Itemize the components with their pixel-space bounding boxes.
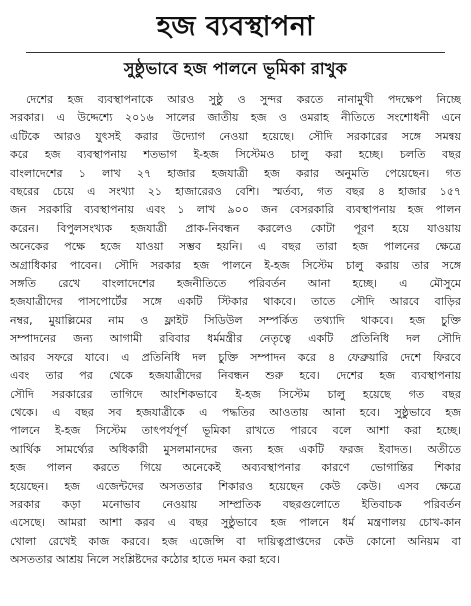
headline-divider bbox=[26, 52, 445, 53]
body-line: হয়েছেন। হজ এজেন্টদের অসততার শিকারও হয়েছেন কেউ কেউ। এসব ক্ষেত্রে bbox=[10, 479, 461, 493]
article-headline: হজ ব্যবস্থাপনা bbox=[156, 11, 315, 42]
body-line: দেশের হজ ব্যবস্থাপনাকে আরও সুষ্ঠু ও সুন্দর করতে নানামুখী পদক্ষেপ নিচ্ছে bbox=[26, 93, 461, 106]
body-line: পালনে ই-হজ সিস্টেম তাৎপর্যপূর্ণ ভূমিকা রাখতে পারবে বলে আশা করা হচ্ছে। bbox=[10, 424, 461, 438]
body-line: অনেকের পক্ষে হজে যাওয়া সম্ভব হয়নি। এ বছর তারা হজ পালনের ক্ষেত্রে bbox=[10, 240, 461, 254]
body-line: করে হজ ব্যবস্থাপনায় শতভাগ ই-হজ সিস্টেমও চালু করা হচ্ছে। চলতি বছর bbox=[10, 148, 461, 162]
body-line: আর্থিক সামর্থ্যের অধিকারী মুসলমানদের জন্য হজ একটি ফরজ ইবাদত। অতীতে bbox=[10, 442, 461, 456]
body-line: থেকে। এ বছর সব হজযাত্রীকে এ পদ্ধতির আওতায় আনা হবে। সুষ্ঠুভাবে হজ bbox=[10, 405, 461, 419]
body-line: নম্বর, মুয়াল্লিমের নাম ও ফ্লাইট সিডিউল সম্পর্কিত তথ্যাদি থাকবে। হজ চুক্তি bbox=[10, 313, 461, 327]
body-line: বাংলাদেশের ১ লাখ ২৭ হাজার হজযাত্রী হজ করার অনুমতি পেয়েছেন। গত bbox=[10, 166, 461, 180]
body-line: হজ পালন করতে গিয়ে অনেকেই অব্যবস্থাপনার কারণে ভোগান্তির শিকার bbox=[10, 461, 461, 475]
body-line: করেন। বিপুলসংখ্যক হজযাত্রী প্রাক-নিবন্ধন করলেও কোটা পূরণ হয়ে যাওয়ায় bbox=[10, 221, 461, 235]
body-line: জন সরকারি ব্যবস্থাপনায় এবং ১ লাখ ৯০০ জন বেসরকারি ব্যবস্থাপনায় হজ পালন bbox=[10, 203, 461, 217]
body-line: সঙ্গতি রেখে বাংলাদেশের হজনীতিতে পরিবর্তন আনা হচ্ছে। এ মৌসুমে bbox=[10, 277, 461, 291]
body-line: এটিকে আরও যুৎসই করার উদ্যোগ নেওয়া হয়েছে। সৌদি সরকারের সঙ্গে সমন্বয় bbox=[10, 129, 461, 143]
body-line: হজযাত্রীদের পাসপোর্টের সঙ্গে একটি স্টিকার থাকবে। তাতে সৌদি আরবে বাড়ির bbox=[10, 295, 461, 309]
article-subheadline: সুষ্ঠুভাবে হজ পালনে ভূমিকা রাখুক bbox=[123, 59, 348, 78]
body-line: খোলা রেখেই কাজ করবে। হজ এজেন্সি বা দায়িত্বপ্রাপ্তদের কেউ কোনো অনিয়ম বা bbox=[10, 534, 461, 548]
body-line: অগ্রাধিকার পাবেন। সৌদি সরকার হজ পালনে ই-হজ সিস্টেম চালু করায় তার সঙ্গে bbox=[10, 258, 461, 272]
body-line: সরকার কড়া মনোভাব নেওয়ায় সাম্প্রতিক বছরগুলোতে ইতিবাচক পরিবর্তন bbox=[10, 497, 461, 511]
body-line: এসেছে। আমরা আশা করব এ বছর সুষ্ঠুভাবে হজ পালনে ধর্ম মন্ত্রণালয় চোখ-কান bbox=[10, 516, 461, 530]
body-line: আরব সফরে যাবে। এ প্রতিনিধি দল চুক্তি সম্পাদন করে ৪ ফেব্রুয়ারি দেশে ফিরবে bbox=[10, 350, 461, 364]
article-body bbox=[10, 91, 461, 570]
article-clipping bbox=[6, 4, 465, 602]
body-line: বছরের চেয়ে এ সংখ্যা ২১ হাজারেরও বেশি। স্মর্তব্য, গত বছর ৪ হাজার ১৫৭ bbox=[10, 185, 461, 199]
body-line: অসততার আশ্রয় নিলে সংশ্লিষ্টদের কঠোর হাতে দমন করা হবে। bbox=[10, 553, 280, 567]
body-line: এবং তার পর থেকে হজযাত্রীদের নিবন্ধন শুরু হবে। দেশের হজ ব্যবস্থাপনায় bbox=[10, 369, 461, 383]
body-line: সৌদি সরকারের তাগিদে আংশিকভাবে ই-হজ সিস্টেম চালু হয়েছে গত বছর bbox=[10, 387, 461, 401]
body-line: সরকার। এ উদ্দেশ্যে ২০১৬ সালের জাতীয় হজ ও ওমরাহ নীতিতে সংশোধনী এনে bbox=[10, 111, 461, 125]
body-line: সম্পাদনের জন্য আগামী রবিবার ধর্মমন্ত্রীর নেতৃত্বে একটি প্রতিনিধি দল সৌদি bbox=[10, 332, 461, 346]
